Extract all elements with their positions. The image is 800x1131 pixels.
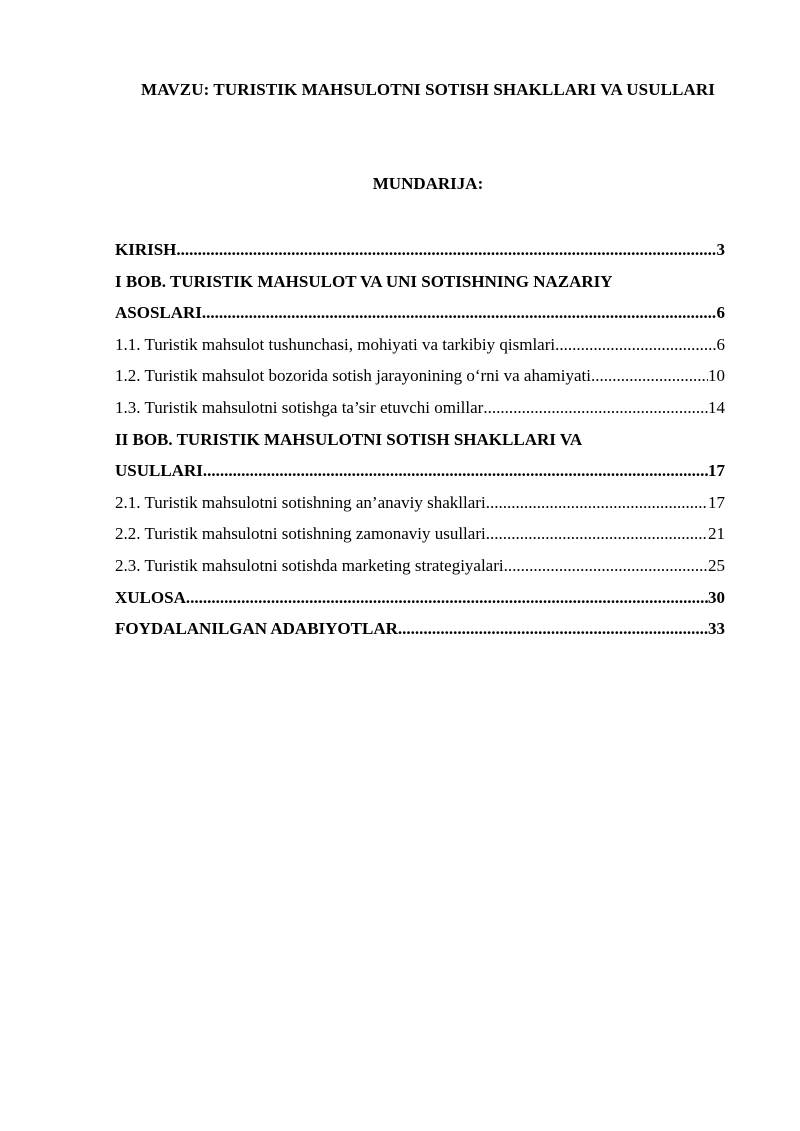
toc-entry-chapter-2[interactable] — [115, 455, 725, 487]
toc-entry-page: 33 — [708, 619, 725, 639]
toc-leader-dots — [483, 392, 708, 424]
document-title: MAVZU: TURISTIK MAHSULOTNI SOTISH SHAKLLARI VA USULLARI — [141, 80, 715, 99]
toc-entry-1-3[interactable] — [115, 392, 725, 424]
toc-entry-2-1[interactable] — [115, 487, 725, 519]
toc-leader-dots — [486, 487, 708, 519]
toc-entry-chapter-1[interactable] — [115, 297, 725, 329]
toc-entry-chapter-1-line1[interactable] — [115, 266, 725, 298]
toc-entry-page: 10 — [708, 366, 725, 386]
toc-entry-title: 2.3. Turistik mahsulotni sotishda marketing strategiyalari — [115, 555, 504, 575]
toc-entry-page: 17 — [708, 492, 725, 512]
toc-entry-page: 30 — [708, 587, 725, 607]
table-of-contents — [115, 234, 725, 645]
toc-entry-title: FOYDALANILGAN ADABIYOTLAR — [115, 619, 398, 639]
toc-leader-dots — [203, 455, 708, 487]
toc-leader-dots — [504, 550, 708, 582]
toc-entry-title: 2.1. Turistik mahsulotni sotishning an’anaviy shakllari — [115, 492, 486, 512]
toc-leader-dots — [591, 360, 708, 392]
toc-entry-page: 3 — [716, 240, 725, 259]
toc-leader-dots — [486, 518, 708, 550]
toc-entry-title: 1.2. Turistik mahsulot bozorida sotish jarayonining o‘rni va ahamiyati — [115, 366, 591, 386]
toc-entry-1-1[interactable] — [115, 329, 725, 361]
toc-entry-title-line1: II BOB. TURISTIK MAHSULOTNI SOTISH SHAKLLARI VA — [115, 429, 583, 449]
toc-leader-dots — [555, 329, 716, 361]
toc-entry-title: 1.1. Turistik mahsulot tushunchasi, mohiyati va tarkibiy qismlari — [115, 334, 556, 354]
toc-leader-dots — [176, 234, 716, 266]
toc-entry-page: 14 — [708, 397, 725, 417]
toc-entry-bibliography[interactable] — [115, 613, 725, 645]
toc-entry-1-2[interactable] — [115, 360, 725, 392]
toc-entry-2-3[interactable] — [115, 550, 725, 582]
toc-leader-dots — [186, 582, 708, 614]
contents-heading: MUNDARIJA: — [372, 174, 484, 193]
toc-entry-kirish[interactable] — [115, 234, 725, 266]
toc-entry-title: USULLARI — [115, 461, 203, 481]
toc-entry-2-2[interactable] — [115, 518, 725, 550]
toc-entry-title: 2.2. Turistik mahsulotni sotishning zamonaviy usullari — [115, 524, 486, 544]
toc-entry-title: KIRISH — [115, 240, 177, 259]
toc-entry-chapter-2-line1[interactable] — [115, 424, 725, 456]
toc-entry-title-line1: I BOB. TURISTIK MAHSULOT VA UNI SOTISHNING NAZARIY — [115, 271, 613, 291]
toc-entry-title: ASOSLARI — [115, 303, 202, 323]
toc-entry-title: XULOSA — [115, 587, 186, 607]
toc-entry-xulosa[interactable] — [115, 582, 725, 614]
toc-entry-page: 6 — [716, 303, 725, 323]
toc-leader-dots — [202, 297, 717, 329]
toc-entry-title: 1.3. Turistik mahsulotni sotishga ta’sir etuvchi omillar — [115, 397, 484, 417]
toc-entry-page: 21 — [708, 524, 725, 544]
toc-entry-page: 25 — [708, 555, 725, 575]
toc-entry-page: 17 — [708, 461, 725, 481]
toc-entry-page: 6 — [716, 334, 725, 354]
toc-leader-dots — [398, 613, 708, 645]
